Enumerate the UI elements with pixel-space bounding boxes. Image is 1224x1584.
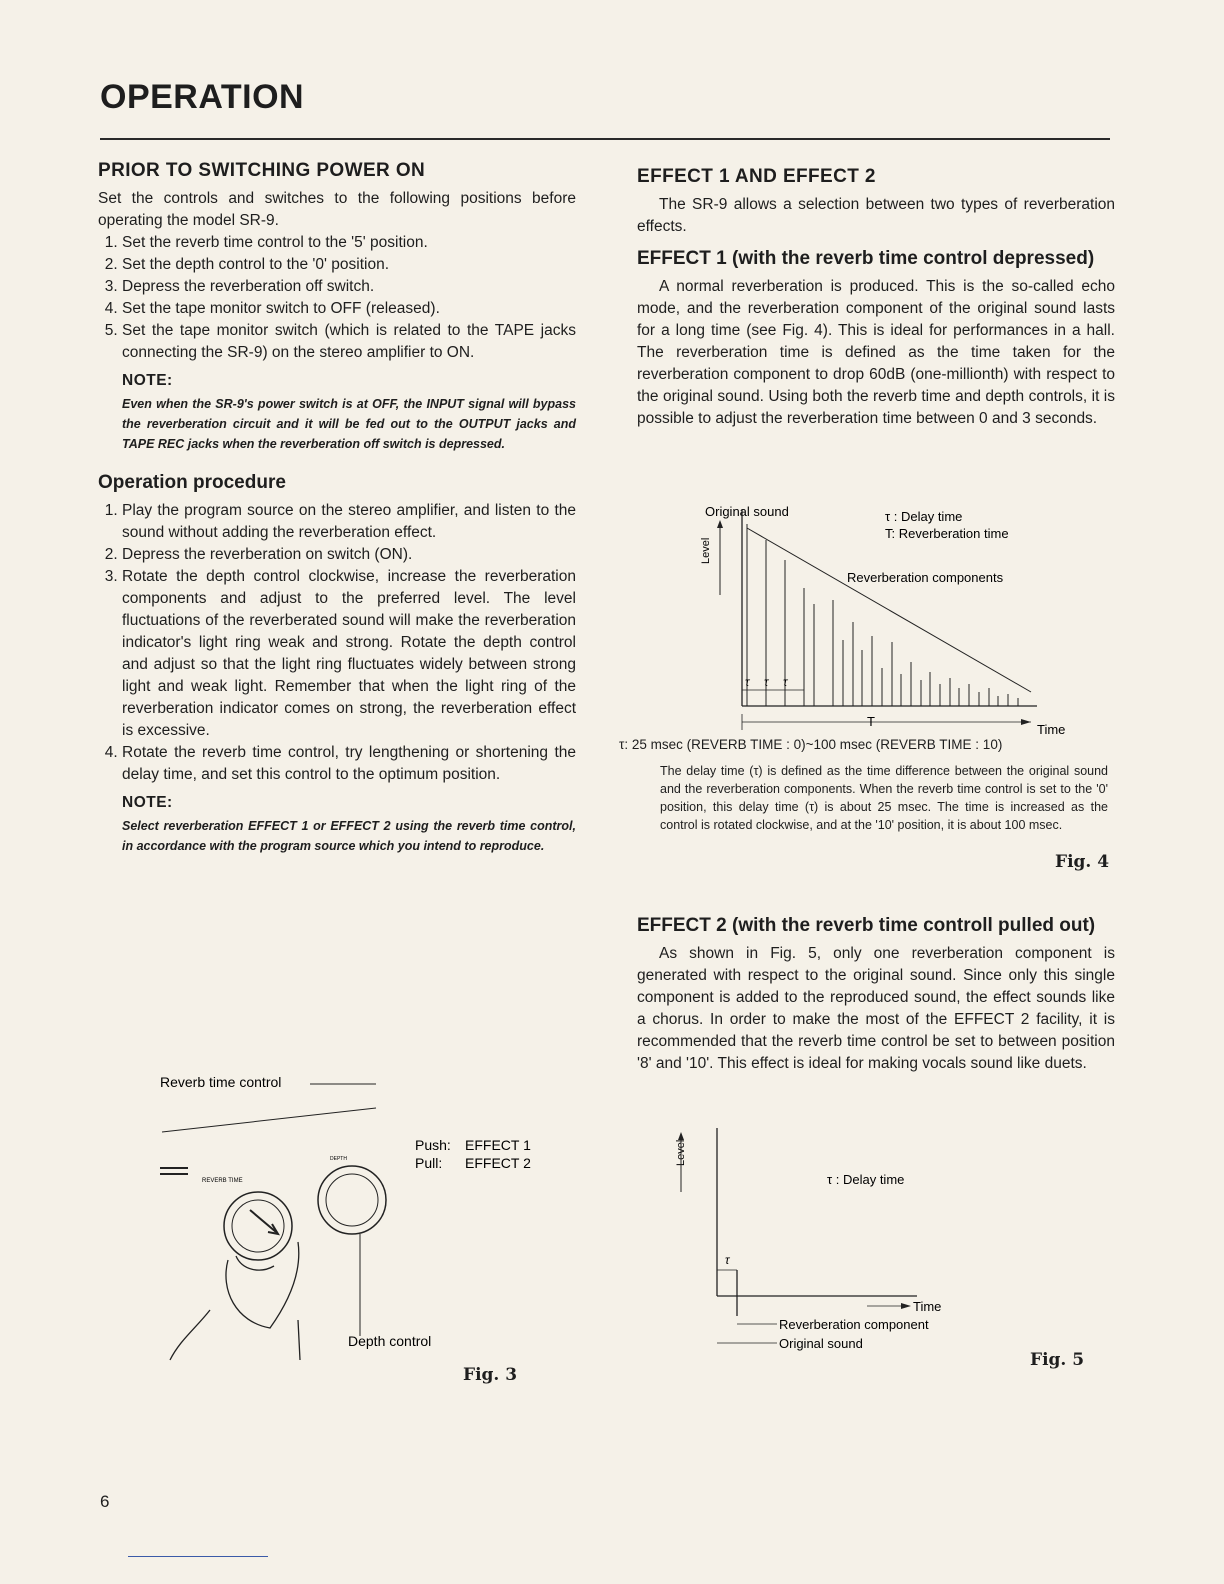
bottom-rule [128, 1556, 268, 1557]
fig5-level-label: Level [675, 1139, 687, 1166]
fig4-tau-label: τ [745, 675, 750, 689]
page-title: OPERATION [100, 78, 305, 116]
fig4-level-label: Level [700, 537, 712, 564]
fig5-level-arrowhead [678, 1132, 684, 1140]
fig3-push-arrow [250, 1210, 278, 1234]
prior-step: 5. Set the tape monitor switch (which is related to the TAPE jacks connecting the SR-9) on the stereo amplifier to ON. [122, 320, 576, 364]
fig5-tau-label: τ [725, 1253, 730, 1267]
fig4-range-text: τ: 25 msec (REVERB TIME : 0)~100 msec (REVERB TIME : 10) [619, 737, 1003, 752]
fig4-caption: Fig. 4 [1055, 852, 1110, 872]
fig4-T-label: T [867, 714, 875, 729]
effect1-heading: EFFECT 1 (with the reverb time control depressed) [637, 248, 1095, 269]
effect2-text: As shown in Fig. 5, only one reverberation component is generated with respect to the original sound. Since only this single component is added to the reproduced sound, the effect sounds like a chorus. In order to make the most of the EFFECT 2 facility, it is recommended that the reverb time control be set to between position '8' and '10'. This effect is ideal for making vocals sound like duets. [637, 945, 1115, 1072]
fig5-caption: Fig. 5 [1030, 1350, 1085, 1370]
fig5-original-sound-label: Original sound [779, 1336, 863, 1351]
fig4-diagram [617, 500, 1117, 740]
procedure-step: 3. Rotate the depth control clockwise, increase the reverberation components and adjust to the preferred level. The level fluctuations of the reverberated sound will make the reverberation indicator's light ring weak and strong. Rotate the depth control and adjust so that the light ring fluctuates widely between strong light and weak light. Remember that when the light ring of the reverberation indicator comes on strong, the reverberation effect is excessive. [122, 566, 576, 742]
prior-step: 2. Set the depth control to the '0' position. [122, 254, 576, 276]
fig3-illustration [140, 1060, 580, 1370]
depth-knob-inner [326, 1174, 378, 1226]
fig3-push-label: Push: [415, 1137, 451, 1153]
depth-knob [318, 1166, 386, 1234]
fig4-original-sound-label: Original sound [705, 504, 789, 519]
fig4-reverb-components-label: Reverberation components [847, 570, 1004, 585]
fig5-reverb-component-label: Reverberation component [779, 1317, 929, 1332]
fig5-diagram [657, 1120, 1017, 1360]
fig3-depth-knob-label: DEPTH [330, 1156, 347, 1162]
fig3-hand [170, 1242, 300, 1360]
fig4-caption-text: The delay time (τ) is defined as the time difference between the original sound and the reverberation components. When the reverb time control is set to the '0' position, this delay time (τ) is about 25 msec. The time is increased as the control is rotated clockwise, and at the '10' position, it is about 100 msec. [660, 764, 1108, 832]
procedure-step: 1. Play the program source on the stereo amplifier, and listen to the sound without adding the reverberation effect. [122, 500, 576, 544]
fig3-pull-label: Pull: [415, 1155, 443, 1171]
fig5-time-label: Time [913, 1299, 942, 1314]
reverb-knob-inner [232, 1200, 284, 1252]
fig4-tau-label: τ [783, 675, 788, 689]
effects-heading: EFFECT 1 AND EFFECT 2 [637, 166, 876, 187]
fig5-tau-definition: τ : Delay time [827, 1172, 905, 1187]
fig4-time-label: Time [1037, 722, 1066, 737]
right-column [637, 166, 1115, 430]
fig4-T-arrowhead [1021, 719, 1031, 725]
prior-steps [98, 232, 576, 364]
effect2-section [637, 915, 1115, 1075]
fig5-time-arrowhead [901, 1303, 911, 1309]
effects-intro: The SR-9 allows a selection between two types of reverberation effects. [637, 196, 1115, 235]
prior-step: 3. Depress the reverberation off switch. [122, 276, 576, 298]
title-rule [100, 138, 1110, 140]
procedure-steps [98, 500, 576, 786]
effect2-heading: EFFECT 2 (with the reverb time controll pulled out) [637, 915, 1096, 936]
procedure-step: 4. Rotate the reverb time control, try lengthening or shortening the delay time, and set this control to the optimum position. [122, 742, 576, 786]
procedure-heading: Operation procedure [98, 472, 286, 493]
fig4-T-definition: T: Reverberation time [885, 526, 1009, 541]
fig4-decay-line [747, 528, 1031, 692]
fig4-tau-definition: τ : Delay time [885, 509, 963, 524]
procedure-note-heading: NOTE: [122, 794, 173, 811]
prior-note-heading: NOTE: [122, 372, 173, 389]
prior-heading: PRIOR TO SWITCHING POWER ON [98, 160, 426, 181]
prior-step: 4. Set the tape monitor switch to OFF (released). [122, 298, 576, 320]
procedure-note-text: Select reverberation EFFECT 1 or EFFECT 2 using the reverb time control, in accordance with the program source which you intend to reproduce. [122, 819, 576, 853]
prior-intro: Set the controls and switches to the following positions before operating the model SR-9. [98, 190, 576, 229]
fig4-level-arrowhead [717, 520, 723, 528]
fig3-caption: Fig. 3 [463, 1365, 518, 1385]
fig3-panel-edge [162, 1108, 376, 1132]
fig4-tau-label: τ [764, 675, 769, 689]
fig3-reverb-knob-label: REVERB TIME [202, 1178, 243, 1184]
fig3-push-value: EFFECT 1 [465, 1137, 531, 1153]
reverb-time-knob [224, 1192, 292, 1260]
prior-note-text: Even when the SR-9's power switch is at OFF, the INPUT signal will bypass the reverberation circuit and it will be fed out to the OUTPUT jacks and TAPE REC jacks when the reverberation off switch is depressed. [122, 397, 576, 451]
effect1-text: A normal reverberation is produced. This is the so-called echo mode, and the reverberation component of the original sound lasts for a long time (see Fig. 4). This is ideal for performances in a hall. The reverberation time is defined as the time taken for the reverberation component to drop 60dB (one-millionth) with respect to the original sound. Using both the reverb time and depth controls, it is possible to adjust the reverberation time between 0 and 3 seconds. [637, 278, 1115, 427]
page-number: 6 [100, 1492, 110, 1511]
left-column [98, 160, 576, 856]
fig3-depth-label: Depth control [348, 1333, 432, 1349]
fig3-reverb-label: Reverb time control [160, 1074, 282, 1090]
procedure-step: 2. Depress the reverberation on switch (ON). [122, 544, 576, 566]
fig3-pull-value: EFFECT 2 [465, 1155, 531, 1171]
prior-step: 1. Set the reverb time control to the '5' position. [122, 232, 576, 254]
